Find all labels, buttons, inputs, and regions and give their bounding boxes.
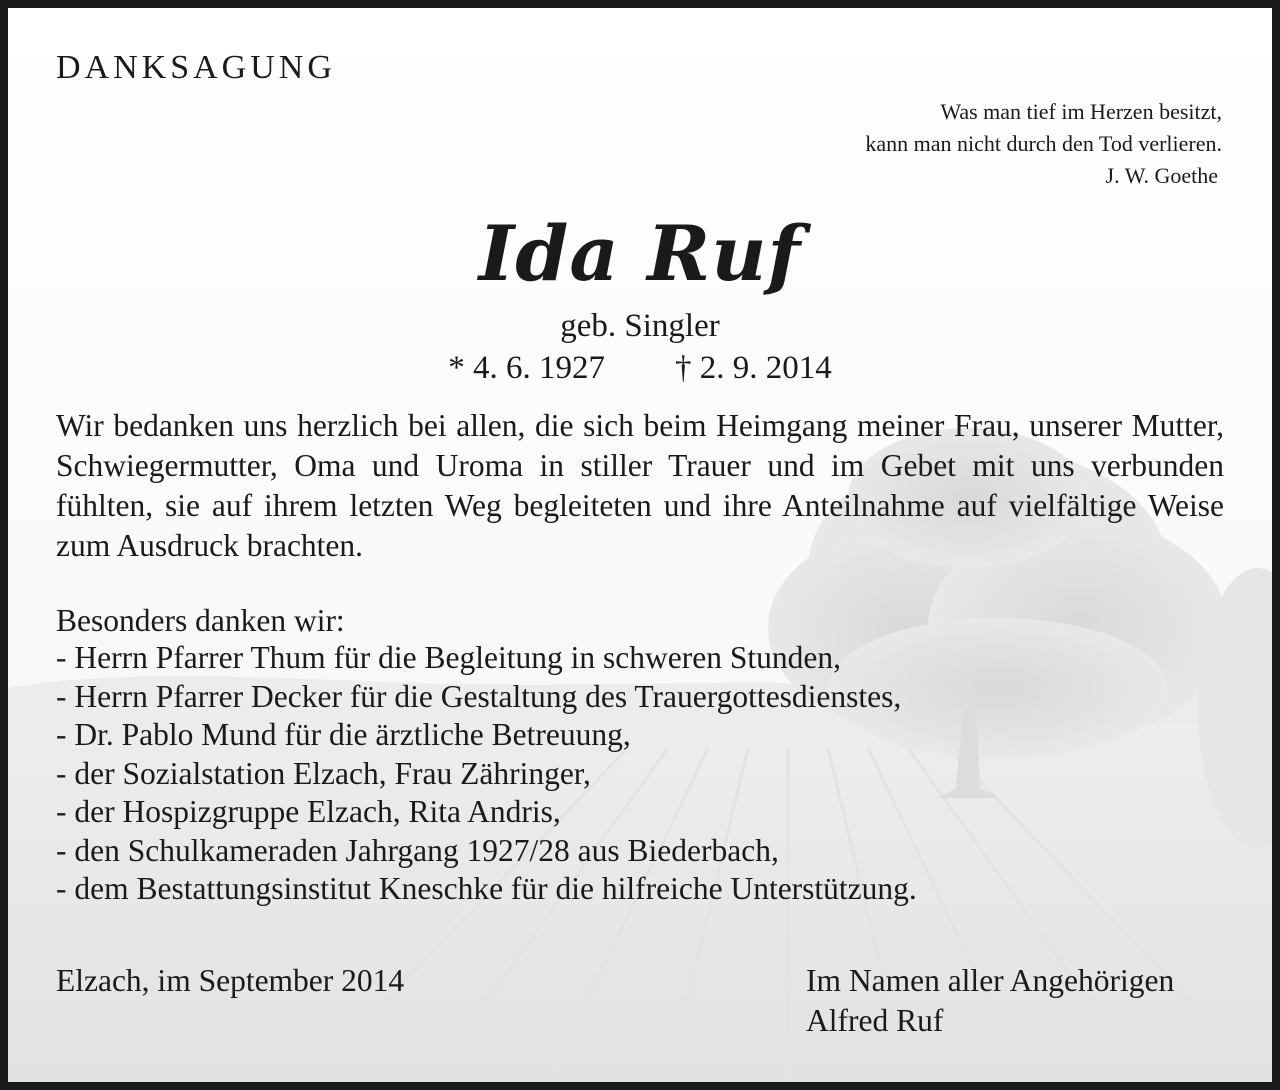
quote-author: J. W. Goethe bbox=[1105, 163, 1218, 188]
goethe-quote bbox=[865, 96, 1222, 192]
list-item: - dem Bestattungsinstitut Kneschke für die hilfreiche Unterstützung. bbox=[56, 871, 917, 906]
death-date: † 2. 9. 2014 bbox=[675, 350, 832, 386]
list-item: - den Schulkameraden Jahrgang 1927/28 aus Biederbach, bbox=[56, 832, 779, 868]
deceased-name: Ida Ruf bbox=[478, 209, 802, 298]
quote-line-1: Was man tief im Herzen besitzt, bbox=[940, 99, 1222, 124]
special-thanks-title: Besonders danken wir: bbox=[56, 603, 345, 638]
list-item: - der Sozialstation Elzach, Frau Zähringer, bbox=[56, 755, 591, 791]
signature-block bbox=[806, 961, 1174, 1041]
maiden-name: geb. Singler bbox=[560, 308, 720, 344]
signature-line-1: Im Namen aller Angehörigen bbox=[806, 963, 1175, 998]
list-item: - Herrn Pfarrer Thum für die Begleitung in schweren Stunden, bbox=[56, 640, 841, 675]
list-item: - Dr. Pablo Mund für die ärztliche Betreuung, bbox=[56, 717, 631, 752]
life-dates bbox=[8, 348, 1272, 388]
place-and-date: Elzach, im September 2014 bbox=[56, 963, 405, 998]
thanks-paragraph: Wir bedanken uns herzlich bei allen, die sich beim Heimgang meiner Frau, unserer Mutter, Schwiegermutter, Oma und Uroma in stiller Trauer und im Gebet mit uns verbunden fühlten, sie auf ihrem letzten Weg begleiteten und ihre Anteilnahme auf vielfältige Weise zum Ausdruck brachten. bbox=[56, 408, 1224, 563]
list-item: - Herrn Pfarrer Decker für die Gestaltung des Trauergottesdienstes, bbox=[56, 678, 902, 714]
page-title: DANKSAGUNG bbox=[56, 49, 336, 86]
birth-date: * 4. 6. 1927 bbox=[448, 350, 605, 386]
list-item: - der Hospizgruppe Elzach, Rita Andris, bbox=[56, 794, 561, 829]
quote-line-2: kann man nicht durch den Tod verlieren. bbox=[865, 131, 1222, 156]
signature-name: Alfred Ruf bbox=[806, 1003, 944, 1038]
special-thanks-list bbox=[56, 639, 917, 909]
